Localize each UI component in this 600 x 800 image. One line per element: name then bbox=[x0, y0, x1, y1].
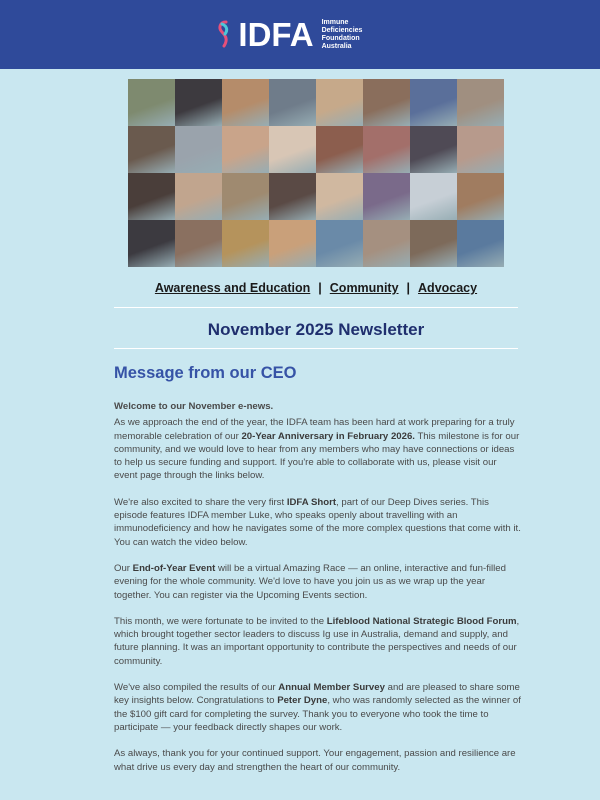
header-banner bbox=[0, 0, 600, 69]
community-photo bbox=[457, 126, 504, 173]
ceo-message bbox=[114, 400, 522, 787]
community-photo bbox=[128, 79, 175, 126]
community-photo bbox=[175, 126, 222, 173]
community-photo bbox=[316, 126, 363, 173]
community-photo bbox=[363, 173, 410, 220]
community-photo bbox=[316, 220, 363, 267]
paragraph-thanks: As always, thank you for your continued support. Your engagement, passion and resilience are what drive us every day and strengthen the heart of our community. bbox=[114, 748, 516, 773]
community-photo bbox=[175, 220, 222, 267]
nav-link-community[interactable]: Community bbox=[329, 281, 399, 295]
nav-links bbox=[106, 281, 526, 295]
community-photo bbox=[128, 173, 175, 220]
community-photo bbox=[410, 173, 457, 220]
newsletter-content bbox=[106, 69, 526, 800]
newsletter-title: November 2025 Newsletter bbox=[207, 320, 425, 339]
paragraph-idfa-short: We're also excited to share the very first IDFA Short, part of our Deep Dives series. This episode features IDFA member Luke, who speaks openly about travelling with an immunodeficiency and how he navigates some of the more complex questions that come with it. You can watch the video below. bbox=[114, 496, 521, 548]
paragraph-member-survey: We've also compiled the results of our Annual Member Survey and are pleased to share some key insights below. Congratulations to Peter Dyne, who was randomly selected as the winner of the $100 gift card for completing the survey. Thank you to everyone who took the time to participate — your feedback directly shapes our work. bbox=[114, 682, 521, 733]
community-photo bbox=[269, 126, 316, 173]
community-photo bbox=[222, 126, 269, 173]
community-photo bbox=[457, 220, 504, 267]
logo-wordmark: IDFA bbox=[238, 16, 314, 53]
community-photo bbox=[457, 173, 504, 220]
nav-separator: | bbox=[406, 281, 411, 295]
community-photo bbox=[363, 79, 410, 126]
ribbon-logo-icon bbox=[216, 20, 232, 50]
community-photo bbox=[128, 126, 175, 173]
idfa-logo[interactable] bbox=[216, 18, 383, 51]
nav-separator: | bbox=[318, 281, 322, 295]
community-photo-collage bbox=[128, 79, 504, 267]
nav-link-advocacy[interactable]: Advocacy bbox=[418, 281, 478, 295]
community-photo bbox=[269, 220, 316, 267]
community-photo bbox=[222, 173, 269, 220]
community-photo bbox=[363, 220, 410, 267]
community-photo bbox=[316, 173, 363, 220]
community-photo bbox=[410, 220, 457, 267]
community-photo bbox=[363, 126, 410, 173]
community-photo bbox=[269, 79, 316, 126]
community-photo bbox=[457, 79, 504, 126]
logo-subtitle: Immune Deficiencies Foundation Australia bbox=[321, 18, 363, 50]
community-photo bbox=[222, 220, 269, 267]
welcome-line: Welcome to our November e-news. bbox=[114, 401, 274, 412]
nav-link-awareness[interactable]: Awareness and Education bbox=[154, 281, 311, 295]
community-photo bbox=[222, 79, 269, 126]
paragraph-end-of-year: Our End-of-Year Event will be a virtual Amazing Race — an online, interactive and fun-filled evening for the whole community. We'd love to have you join us as we wrap up the year together. You can register via the Upcoming Events section. bbox=[114, 562, 506, 601]
community-photo bbox=[128, 220, 175, 267]
paragraph-anniversary: As we approach the end of the year, the IDFA team has been hard at work preparing for a truly memorable celebration of our 20-Year Anniversary in February 2026. This milestone is for our community, and we would love to hear from any members who may have connections or ideas to help us secure funding and support. If you're able to collaborate with us, please visit our event page through the links below. bbox=[114, 417, 520, 482]
section-heading: Message from our CEO bbox=[114, 364, 297, 382]
community-photo bbox=[175, 79, 222, 126]
paragraph-blood-forum: This month, we were fortunate to be invited to the Lifeblood National Strategic Blood Forum, which brought together sector leaders to discuss Ig use in Australia, demand and supply, and future planning. It was an important opportunity to contribute the perspectives and needs of our community. bbox=[114, 615, 520, 667]
divider bbox=[114, 307, 518, 308]
community-photo bbox=[269, 173, 316, 220]
divider bbox=[114, 348, 518, 349]
community-photo bbox=[175, 173, 222, 220]
community-photo bbox=[316, 79, 363, 126]
community-photo bbox=[410, 79, 457, 126]
community-photo bbox=[410, 126, 457, 173]
